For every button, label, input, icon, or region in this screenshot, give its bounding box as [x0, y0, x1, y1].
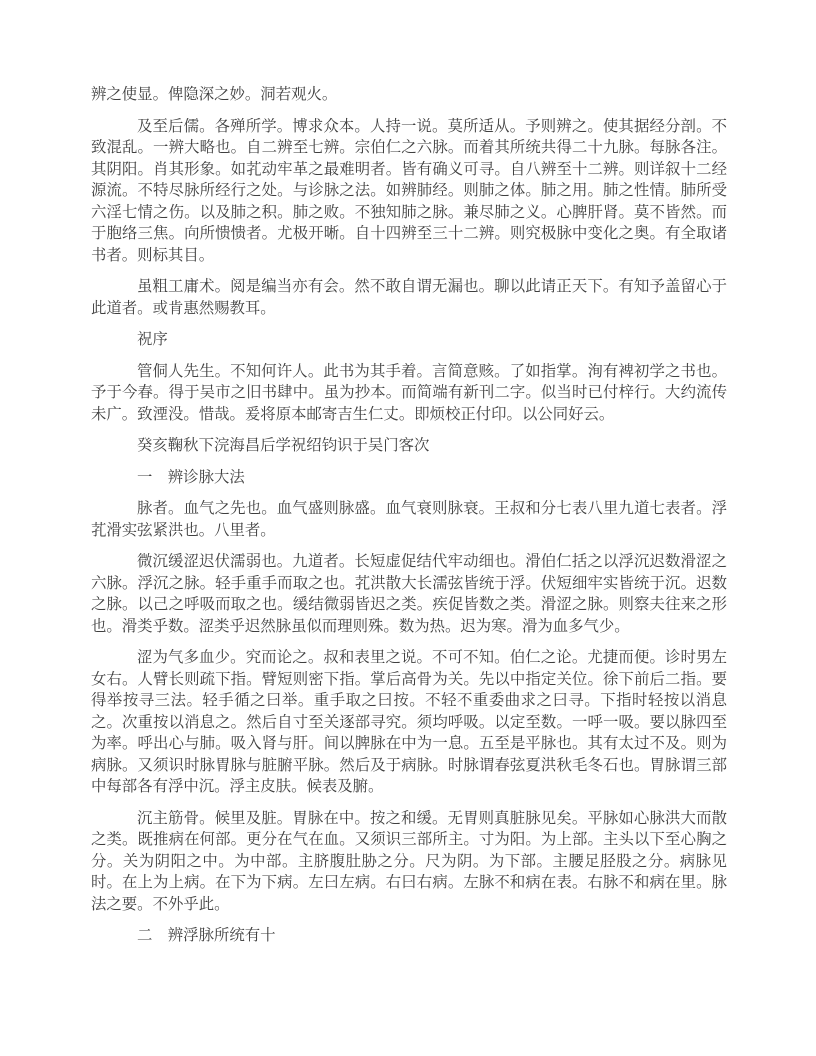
paragraph-preface-continuation: 辨之使显。俾隐深之妙。洞若观火。	[91, 86, 338, 103]
section-heading-1: 一 辨诊脉大法	[137, 468, 245, 486]
paragraph-preface-closing: 虽粗工庸术。阅是编当亦有会。然不敢自谓无漏也。聊以此请正天下。有知予盖留心于此道者。或肯惠然赐教耳。	[91, 278, 727, 317]
paragraph-section1-4: 沉主筋骨。候里及脏。胃脉在中。按之和缓。无胃则真脏脉见矣。平脉如心脉洪大而散之类。既推病在何部。更分在气在血。又须识三部所主。寸为阳。为上部。主头以下至心胸之分。关为阴阳之中。为中部。主脐腹肚胁之分。尺为阴。为下部。主腰足胫股之分。病脉见时。在上为上病。在下为下病。左曰左病。右曰右病。左脉不和病在表。右脉不和病在里。脉法之要。不外乎此。	[91, 809, 727, 913]
heading-zhu-preface: 祝序	[137, 331, 168, 348]
line-zhu-preface-signature: 癸亥鞠秋下浣海昌后学祝绍钧识于吴门客次	[137, 437, 430, 454]
paragraph-section1-2: 微沉缓涩迟伏濡弱也。九道者。长短虚促结代牢动细也。滑伯仁括之以浮沉迟数滑涩之六脉。浮沉之脉。轻手重手而取之也。芤洪散大长濡弦皆统于浮。伏短细牢实皆统于沉。迟数之脉。以己之呼吸而取之也。缓结微弱皆迟之类。疾促皆数之类。滑涩之脉。则察夫往来之形也。滑类乎数。涩类乎迟然脉虽似而理则殊。数为热。迟为寒。滑为血多气少。	[91, 553, 727, 635]
paragraph-section1-1: 脉者。血气之先也。血气盛则脉盛。血气衰则脉衰。王叔和分七表八里九道七表者。浮芤滑实弦紧洪也。八里者。	[91, 500, 727, 539]
section-heading-2: 二 辨浮脉所统有十	[137, 927, 276, 944]
paragraph-preface-body: 及至后儒。各殚所学。博求众本。人持一说。莫所适从。予则辨之。使其据经分剖。不致混乱。一辨大略也。自二辨至七辨。宗伯仁之六脉。而着其所统共得二十九脉。每脉各注。其阴阳。肖其形象。如芤动牢革之最难明者。皆有确义可寻。自八辨至十二辨。则详叙十二经源流。不特尽脉所经行之处。与诊脉之法。如辨肺经。则肺之体。肺之用。肺之性情。肺所受六淫七情之伤。以及肺之积。肺之败。不独知肺之脉。兼尽肺之义。心脾肝肾。莫不皆然。而于胞络三焦。向所愦愦者。尤极开晰。自十四辨至三十二辨。则究极脉中变化之奥。有全取诸书者。则标其目。	[91, 117, 727, 264]
paragraph-zhu-preface-body: 管侗人先生。不知何许人。此书为其手着。言简意赅。了如指掌。洵有裨初学之书也。予于今春。得于吴市之旧书肆中。虽为抄本。而简端有新刊二字。似当时已付梓行。大约流传未广。致湮没。惜哉。爰将原本邮寄吉生仁丈。即烦校正付印。以公同好云。	[91, 362, 727, 423]
paragraph-section1-3: 涩为气多血少。究而论之。叔和表里之说。不可不知。伯仁之论。尤捷而便。诊时男左女右。人臂长则疏下指。臂短则密下指。掌后高骨为关。先以中指定关位。徐下前后二指。要得举按寻三法。轻手循之曰举。重手取之曰按。不轻不重委曲求之曰寻。下指时轻按以消息之。次重按以消息之。然后自寸至关逐部寻究。须均呼吸。以定至数。一呼一吸。要以脉四至为率。呼出心与肺。吸入肾与肝。间以脾脉在中为一息。五至是平脉也。其有太过不及。则为病脉。又须识时脉胃脉与脏腑平脉。然后及于病脉。时脉谓春弦夏洪秋毛冬石也。胃脉谓三部中每部各有浮中沉。浮主皮肤。候表及腑。	[91, 649, 727, 795]
